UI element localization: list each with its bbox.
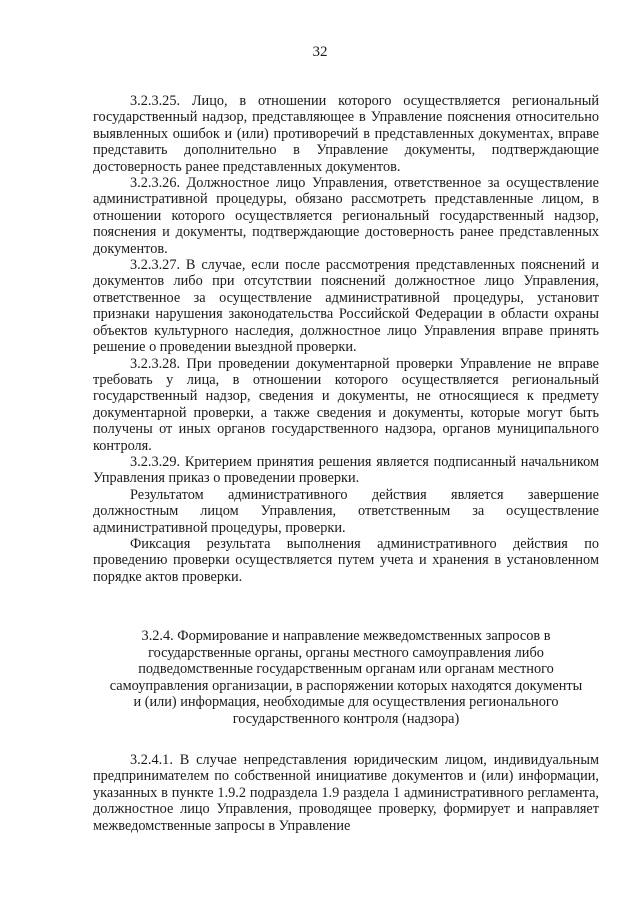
paragraph-3-2-3-29: 3.2.3.29. Критерием принятия решения является подписанный начальником Управления приказ о проведении проверки. bbox=[93, 453, 599, 487]
paragraph-3-2-4-1: 3.2.4.1. В случае непредставления юридическим лицом, индивидуальным предпринимателем по собственной инициативе документов и (или) информации, указанных в пункте 1.9.2 подраздела 1.9 раздела 1 административного регламента, должностное лицо Управления, проводящее проверку, формирует и направляет межведомственные запросы в Управление bbox=[93, 752, 599, 834]
paragraph-3-2-3-28: 3.2.3.28. При проведении документарной проверки Управление не вправе требовать у лица, в отношении которого осуществляется региональный государственный надзор, сведения и документы, не относящиеся к предмету документарной проверки, а также сведения и документы, которые могут быть получены от иных органов государственного надзора, органов муниципального контроля. bbox=[93, 355, 599, 454]
paragraph-3-2-3-25: 3.2.3.25. Лицо, в отношении которого осуществляется региональный государственный надзор, представляющее в Управление пояснения относительно выявленных ошибок и (или) противоречий в представленных документах, вправе представить дополнительно в Управление документы, подтверждающие достоверность ранее представленных документов. bbox=[93, 93, 599, 175]
heading-line: и (или) информация, необходимые для осуществления регионального bbox=[133, 694, 559, 711]
heading-line: государственные органы, органы местного самоуправления либо bbox=[148, 644, 544, 661]
heading-line: самоуправления организации, в распоряжении которых находятся документы bbox=[109, 677, 583, 694]
paragraph-result: Результатом административного действия является завершение должностным лицом Управления, ответственным за осуществление административной процедуры, проверки. bbox=[93, 486, 599, 536]
page-number: 32 bbox=[312, 44, 328, 60]
final-section bbox=[93, 752, 599, 834]
paragraph-3-2-3-26: 3.2.3.26. Должностное лицо Управления, ответственное за осуществление административной процедуры, обязано рассмотреть представленные лицом, в отношении которого осуществляется региональный государственный надзор, пояснения и документы, подтверждающие достоверность ранее представленных документов. bbox=[93, 175, 599, 257]
section-heading-3-2-4 bbox=[93, 628, 599, 728]
heading-line: подведомственные государственным органам или органам местного bbox=[138, 661, 554, 678]
document-body bbox=[93, 93, 599, 585]
paragraph-fixation: Фиксация результата выполнения административного действия по проведению проверки осуществляется путем учета и хранения в установленном порядке актов проверки. bbox=[93, 535, 599, 585]
heading-line: 3.2.4. Формирование и направление межведомственных запросов в bbox=[141, 628, 551, 644]
paragraph-3-2-3-27: 3.2.3.27. В случае, если после рассмотрения представленных пояснений и документов либо при отсутствии пояснений должностное лицо Управления, ответственное за осуществление административной процедуры, установит признаки нарушения законодательства Российской Федерации в области охраны объектов культурного наследия, должностное лицо Управления вправе принять решение о проведении выездной проверки. bbox=[93, 257, 599, 356]
heading-line: государственного контроля (надзора) bbox=[232, 710, 460, 727]
